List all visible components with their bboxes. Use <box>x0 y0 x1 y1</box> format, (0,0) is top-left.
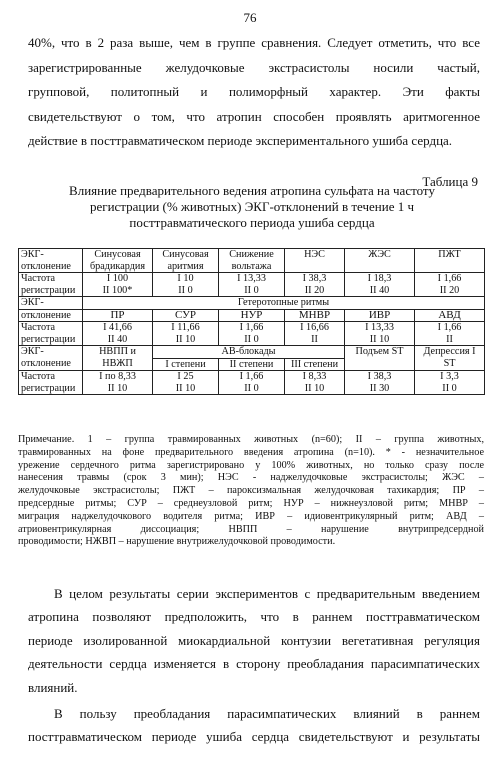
table-cell <box>415 371 485 395</box>
text-line: действие в посттравматическом периоде экспериментального ушиба сердца. <box>28 133 453 148</box>
value-group-1: I 38,3 <box>302 273 327 284</box>
value-group-1: I 1,66 <box>239 322 264 333</box>
table-row <box>19 346 485 359</box>
note-line: проводимости; НЖВП – нарушение внутрижелудочковой проводимости. <box>18 536 336 548</box>
note-line: миграция наджелудочкового водителя ритма; ИВР – идиовентрикулярный ритм; АВД – <box>18 510 484 522</box>
note-line: атриовентрикулярная диссоциация; НВПП – нарушение внутрипредсердной <box>18 523 484 535</box>
value-group-1: I 100 <box>106 273 129 284</box>
value-group-2: II 30 <box>369 382 390 394</box>
table-title-line: Влияние предварительного ведения атропина сульфата на частоту <box>69 183 435 198</box>
value-group-1: I по 8,33 <box>99 371 136 382</box>
table-cell: Синусовая брадикардия <box>83 249 153 273</box>
table-cell: Депрессия I ST <box>415 346 485 371</box>
table-cell <box>83 273 153 297</box>
table-cell <box>153 273 219 297</box>
value-group-2: II 10 <box>175 333 196 345</box>
text-line: периоде изолированной миокардиальной контузии вегетативная регуляция <box>28 632 480 648</box>
table-number: Таблица 9 <box>422 174 478 189</box>
table-cell: ЭКГ-отклонение <box>19 249 83 273</box>
value-group-2: II <box>311 333 318 345</box>
table-row <box>19 309 485 322</box>
value-group-1: I 3,3 <box>440 371 459 382</box>
text-line: В целом результаты серии экспериментов с предварительным введением <box>54 586 480 601</box>
table-cell: ЭКГ-отклонение <box>19 346 83 371</box>
table-cell: III степени <box>285 358 345 371</box>
value-group-1: I 13,33 <box>365 322 394 333</box>
table-cell: НВПП и НВЖП <box>83 346 153 371</box>
text-line: деятельности сердца изменяется в сторону преобладания парасимпатических <box>28 656 480 672</box>
value-group-2: II 0 <box>244 382 259 394</box>
table-cell: АВ-блокады <box>153 346 345 359</box>
table-cell: Частота регистрации <box>19 371 83 395</box>
text-line: атропина позволяют предположить, что в раннем посттравматическом <box>28 609 480 625</box>
table-cell: Снижение вольтажа <box>219 249 285 273</box>
value-group-2: II 40 <box>369 284 390 296</box>
text-line: В пользу преобладания парасимпатических влияний в раннем <box>54 706 480 721</box>
note-line: нанесения травмы (срок 3 мин); НЭС - наджелудочковые экстрасистолы; ЖЭС – <box>18 472 484 484</box>
table-cell: НУР <box>219 309 285 322</box>
table-cell <box>83 322 153 346</box>
note-line: желудочковые экстрасистолы; ПЖТ – пароксизмальная желудочковая тахикардия; ПР – <box>18 485 484 497</box>
table-cell <box>345 322 415 346</box>
table-row <box>19 371 485 395</box>
table-cell: АВД <box>415 309 485 322</box>
table-cell: Синусовая аритмия <box>153 249 219 273</box>
value-group-2: II 0 <box>244 284 259 296</box>
table-cell: ЭКГ- <box>19 297 83 310</box>
text-line: посттравматическом периоде ушиба сердца свидетельствуют и результаты <box>28 728 480 744</box>
table-cell <box>285 322 345 346</box>
value-group-2: II 10 <box>304 382 325 394</box>
note-line: урежение сердечного ритма зарегистрировано у 100% животных, но только сразу после <box>18 459 484 471</box>
value-group-1: I 13,33 <box>237 273 266 284</box>
table-cell <box>285 371 345 395</box>
table-row <box>19 249 485 273</box>
paragraph-1 <box>28 31 480 154</box>
value-group-1: I 8,33 <box>302 371 327 382</box>
table-row <box>19 273 485 297</box>
table-cell <box>345 371 415 395</box>
note-line: травмированных на фоне предварительного введения атропина (n=10). * - незначительное <box>18 446 484 458</box>
table-row <box>19 297 485 310</box>
table-cell: СУР <box>153 309 219 322</box>
text-line: свидетельствуют о том, что атропин способен проявлять аритмогенное <box>28 108 480 124</box>
table-cell: ПЖТ <box>415 249 485 273</box>
value-group-1: I 38,3 <box>367 371 392 382</box>
note-line: Примечание. 1 – группа травмированных животных (n=60); II – группа животных, <box>18 434 484 445</box>
table-cell: Подъем ST <box>345 346 415 371</box>
table-cell: Частота регистрации <box>19 273 83 297</box>
table-cell: ЖЭС <box>345 249 415 273</box>
paragraph-2 <box>28 582 480 699</box>
text-line: зарегистрированные желудочковые экстрасистолы носили частый, <box>28 59 480 75</box>
paragraph-3 <box>28 703 480 748</box>
value-group-1: I 11,66 <box>171 322 200 333</box>
text-line: 40%, что в 2 раза выше, чем в группе сравнения. Следует отметить, что все <box>28 35 480 50</box>
value-group-1: I 1,66 <box>437 273 462 284</box>
value-group-1: I 10 <box>177 273 194 284</box>
table-cell <box>153 322 219 346</box>
table-row <box>19 322 485 346</box>
table-cell <box>285 273 345 297</box>
table-cell <box>415 322 485 346</box>
table-cell <box>219 322 285 346</box>
data-table <box>18 248 485 395</box>
table-title-line: регистрации (% животных) ЭКГ-отклонений в течение 1 ч <box>89 199 415 214</box>
table-cell <box>345 273 415 297</box>
value-group-1: I 18,3 <box>367 273 392 284</box>
table-cell: I степени <box>153 358 219 371</box>
value-group-1: I 25 <box>177 371 194 382</box>
text-line: влияний. <box>28 679 78 695</box>
table-cell <box>415 273 485 297</box>
table-cell: II степени <box>219 358 285 371</box>
table-cell: МНВР <box>285 309 345 322</box>
table-footnote <box>18 434 484 549</box>
value-group-1: I 1,66 <box>437 322 462 333</box>
table-cell <box>83 371 153 395</box>
value-group-2: II 0 <box>178 284 193 296</box>
value-group-2: II 0 <box>442 382 457 394</box>
table-cell: Частота регистрации <box>19 322 83 346</box>
table-cell: ПР <box>83 309 153 322</box>
table-cell <box>153 371 219 395</box>
table-cell <box>219 371 285 395</box>
table-cell: Гетеротопные ритмы <box>83 297 485 310</box>
text-line: групповой, политопный и полиморфный характер. Эти факты <box>28 84 480 99</box>
value-group-2: II 20 <box>304 284 325 296</box>
value-group-2: II <box>446 333 453 345</box>
value-group-1: I 1,66 <box>239 371 264 382</box>
page-number: 76 <box>243 10 257 25</box>
value-group-2: II 10 <box>107 382 128 394</box>
value-group-1: I 41,66 <box>103 322 132 333</box>
value-group-2: II 40 <box>107 333 128 345</box>
table-cell: НЭС <box>285 249 345 273</box>
table-title-line: посттравматического периода ушиба сердца <box>129 215 375 230</box>
value-group-2: II 10 <box>369 333 390 345</box>
table-cell: ИВР <box>345 309 415 322</box>
value-group-2: II 100* <box>102 284 133 296</box>
value-group-1: I 16,66 <box>300 322 329 333</box>
note-line: предсердные ритмы; СУР – среднеузловой ритм; НУР – нижнеузловой ритм; МНВР – <box>18 497 484 509</box>
table-cell: отклонение <box>19 309 83 322</box>
value-group-2: II 10 <box>175 382 196 394</box>
value-group-2: II 0 <box>244 333 259 345</box>
table-title <box>30 183 474 231</box>
table-cell <box>219 273 285 297</box>
value-group-2: II 20 <box>439 284 460 296</box>
